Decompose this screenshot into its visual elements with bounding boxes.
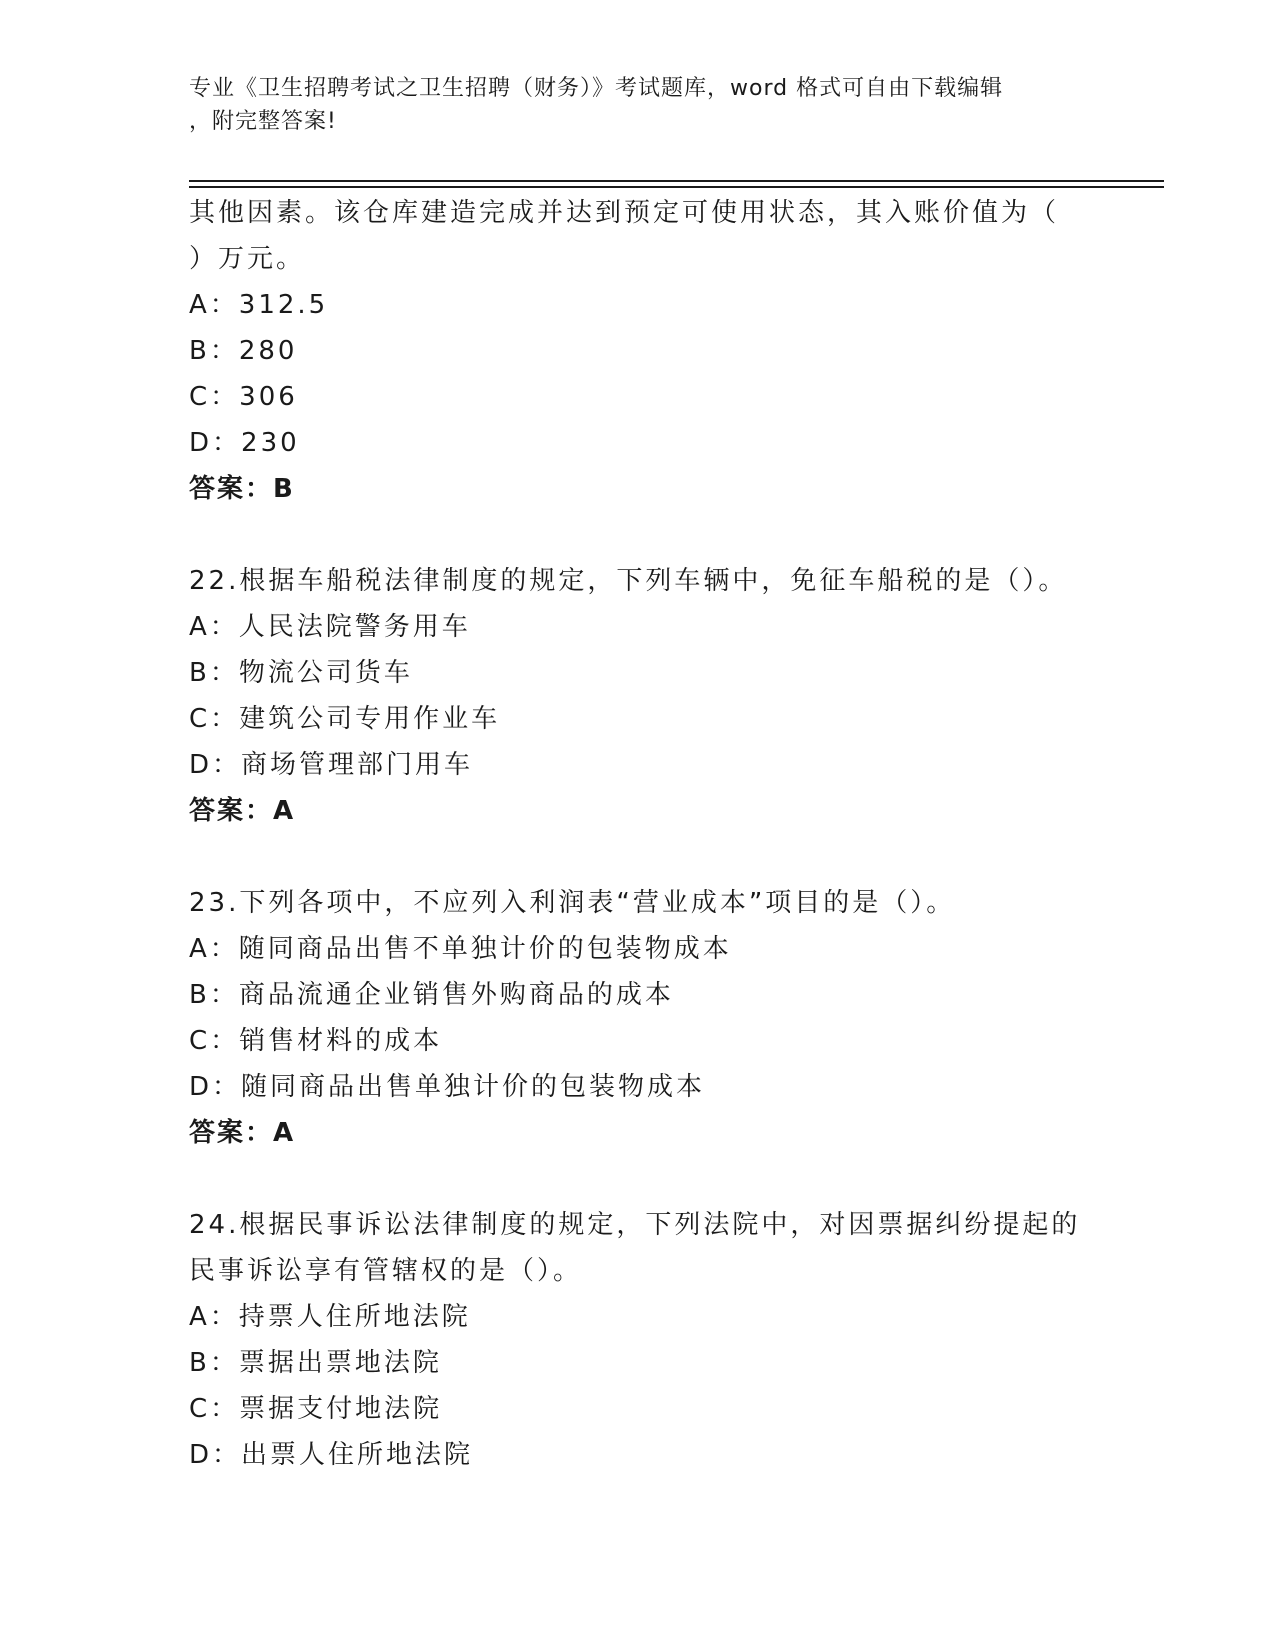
- answer-line: 答案：A: [189, 796, 296, 826]
- question-23: [189, 880, 1149, 1156]
- question-24: [189, 1202, 1149, 1478]
- spacer: [189, 512, 1149, 558]
- option-c: C：306: [189, 382, 298, 412]
- option-c: C：建筑公司专用作业车: [189, 704, 501, 734]
- question-stem-line: ）万元。: [189, 244, 306, 274]
- option-a: A：随同商品出售不单独计价的包装物成本: [189, 934, 732, 964]
- answer-line: 答案：B: [189, 474, 295, 504]
- option-a: A：持票人住所地法院: [189, 1302, 471, 1332]
- question-stem-line: 民事诉讼享有管辖权的是（）。: [189, 1256, 583, 1286]
- answer-line: 答案：A: [189, 1118, 296, 1148]
- question-stem-line: 24.根据民事诉讼法律制度的规定，下列法院中，对因票据纠纷提起的: [189, 1210, 1081, 1240]
- header-divider-bottom: [189, 186, 1164, 188]
- header-title-line-1: 专业《卫生招聘考试之卫生招聘（财务）》考试题库，word 格式可自由下载编辑: [189, 76, 1004, 101]
- option-a: A：312.5: [189, 290, 329, 320]
- option-c: C：销售材料的成本: [189, 1026, 443, 1056]
- option-c: C：票据支付地法院: [189, 1394, 443, 1424]
- option-d: D：商场管理部门用车: [189, 750, 474, 780]
- header-divider-top: [189, 180, 1164, 182]
- question-stem-line: 22.根据车船税法律制度的规定，下列车辆中，免征车船税的是（）。: [189, 566, 1068, 596]
- option-d: D：随同商品出售单独计价的包装物成本: [189, 1072, 706, 1102]
- question-22: [189, 558, 1149, 834]
- question-stem-line: 其他因素。该仓库建造完成并达到预定可使用状态，其入账价值为（: [189, 198, 1060, 228]
- header-title-line-2: ，附完整答案!: [189, 109, 337, 134]
- option-b: B：商品流通企业销售外购商品的成本: [189, 980, 674, 1010]
- option-d: D：230: [189, 428, 300, 458]
- spacer: [189, 1156, 1149, 1202]
- option-b: B：物流公司货车: [189, 658, 413, 688]
- question-content: [189, 190, 1149, 1478]
- question-stem-line: 23.下列各项中，不应列入利润表“营业成本”项目的是（）。: [189, 888, 956, 918]
- option-b: B：票据出票地法院: [189, 1348, 442, 1378]
- document-header: [189, 72, 1089, 138]
- option-a: A：人民法院警务用车: [189, 612, 471, 642]
- question-21-continued: [189, 190, 1149, 512]
- option-d: D：出票人住所地法院: [189, 1440, 474, 1470]
- spacer: [189, 834, 1149, 880]
- option-b: B：280: [189, 336, 298, 366]
